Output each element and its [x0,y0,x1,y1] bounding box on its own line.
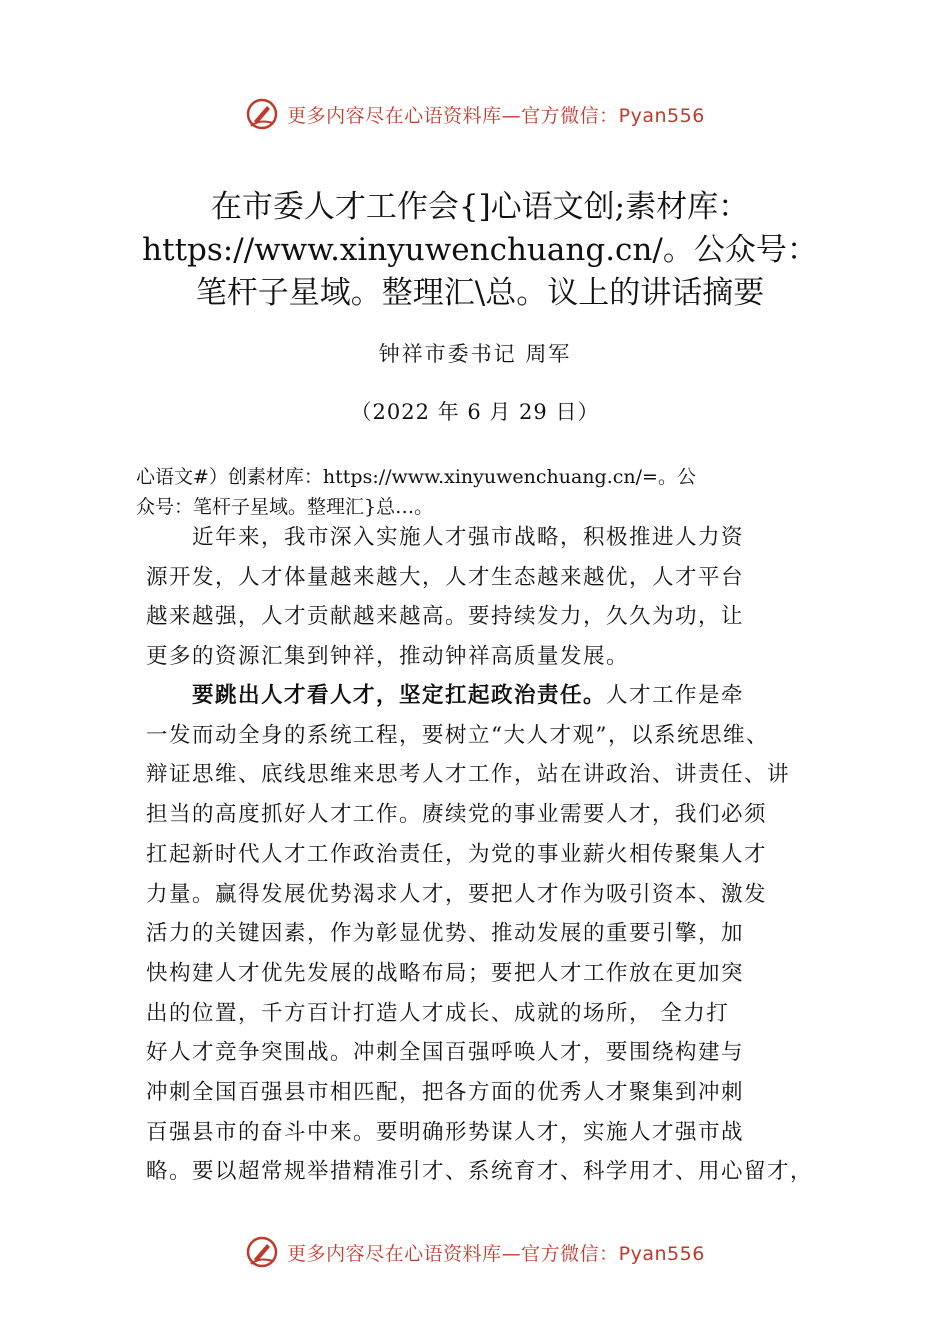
watermark-footer [0,1232,950,1272]
paragraph-line: 冲刺全国百强县市相匹配，把各方面的优秀人才聚集到冲刺 [146,1080,745,1106]
paragraph-line: 源开发，人才体量越来越大，人才生态越来越优，人才平台 [146,564,745,590]
title-line: 笔杆子星域。整理汇\总。议上的讲话摘要 [195,275,765,311]
author-line: 钟祥市委书记 周军 [378,342,572,366]
source-note-line: 心语文#）创素材库：https://www.xinyuwenchuang.cn/=。公 [136,466,696,488]
title-line: 在市委人才工作会{]心语文创;素材库： [210,189,750,225]
watermark-text: 更多内容尽在心语资料库—官方微信：Pyan556 [287,104,705,127]
paragraph-line: 活力的关键因素，作为彰显优势、推动发展的重要引擎，加 [146,921,745,947]
paragraph-line: 近年来，我市深入实施人才强市战略，积极推进人力资 [146,525,745,550]
pen-seal-logo-icon [245,1235,279,1269]
paragraph-line: 好人才竞争突围战。冲刺全国百强呼唤人才，要围绕构建与 [146,1040,745,1066]
paragraph-political-responsibility [146,676,836,1192]
pen-seal-logo-icon [245,97,279,131]
paragraph-intro [146,518,836,677]
date-line: （2022 年 6 月 29 日） [350,400,600,424]
paragraph-line: 辩证思维、底线思维来思考人才工作，站在讲政治、讲责任、讲 [146,762,791,788]
paragraph-line: 略。要以超常规举措精准引才、系统育才、科学用才、用心留才， [146,1159,814,1185]
paragraph-line: 更多的资源汇集到钟祥，推动钟祥高质量发展。 [146,644,630,670]
watermark-header [0,94,950,134]
watermark-text: 更多内容尽在心语资料库—官方微信：Pyan556 [287,1242,705,1265]
paragraph-line: 担当的高度抓好人才工作。赓续党的事业需要人才，我们必须 [146,802,768,828]
source-note-line: 众号：笔杆子星域。整理汇}总…。 [136,496,434,518]
document-title [120,186,840,315]
source-note [136,462,836,522]
paragraph-first-line [146,676,836,716]
paragraph-lead-rest: 人才工作是牵 [606,683,745,708]
paragraph-line: 出的位置，千方百计打造人才成长、成就的场所， 全力打 [146,1000,730,1026]
paragraph-line: 力量。赢得发展优势渴求人才，要把人才作为吸引资本、激发 [146,881,768,907]
title-line: https://www.xinyuwenchuang.cn/。公众号： [142,232,818,268]
paragraph-line: 扛起新时代人才工作政治责任，为党的事业薪火相传聚集人才 [146,841,768,867]
paragraph-line: 百强县市的奋斗中来。要明确形势谋人才，实施人才强市战 [146,1119,745,1145]
paragraph-line: 快构建人才优先发展的战略布局；要把人才工作放在更加突 [146,960,745,986]
paragraph-lead-heading: 要跳出人才看人才，坚定扛起政治责任。 [192,683,607,708]
paragraph-line: 一发而动全身的系统工程，要树立“大人才观”，以系统思维、 [146,722,769,748]
paragraph-line: 越来越强，人才贡献越来越高。要持续发力，久久为功，让 [146,604,745,630]
